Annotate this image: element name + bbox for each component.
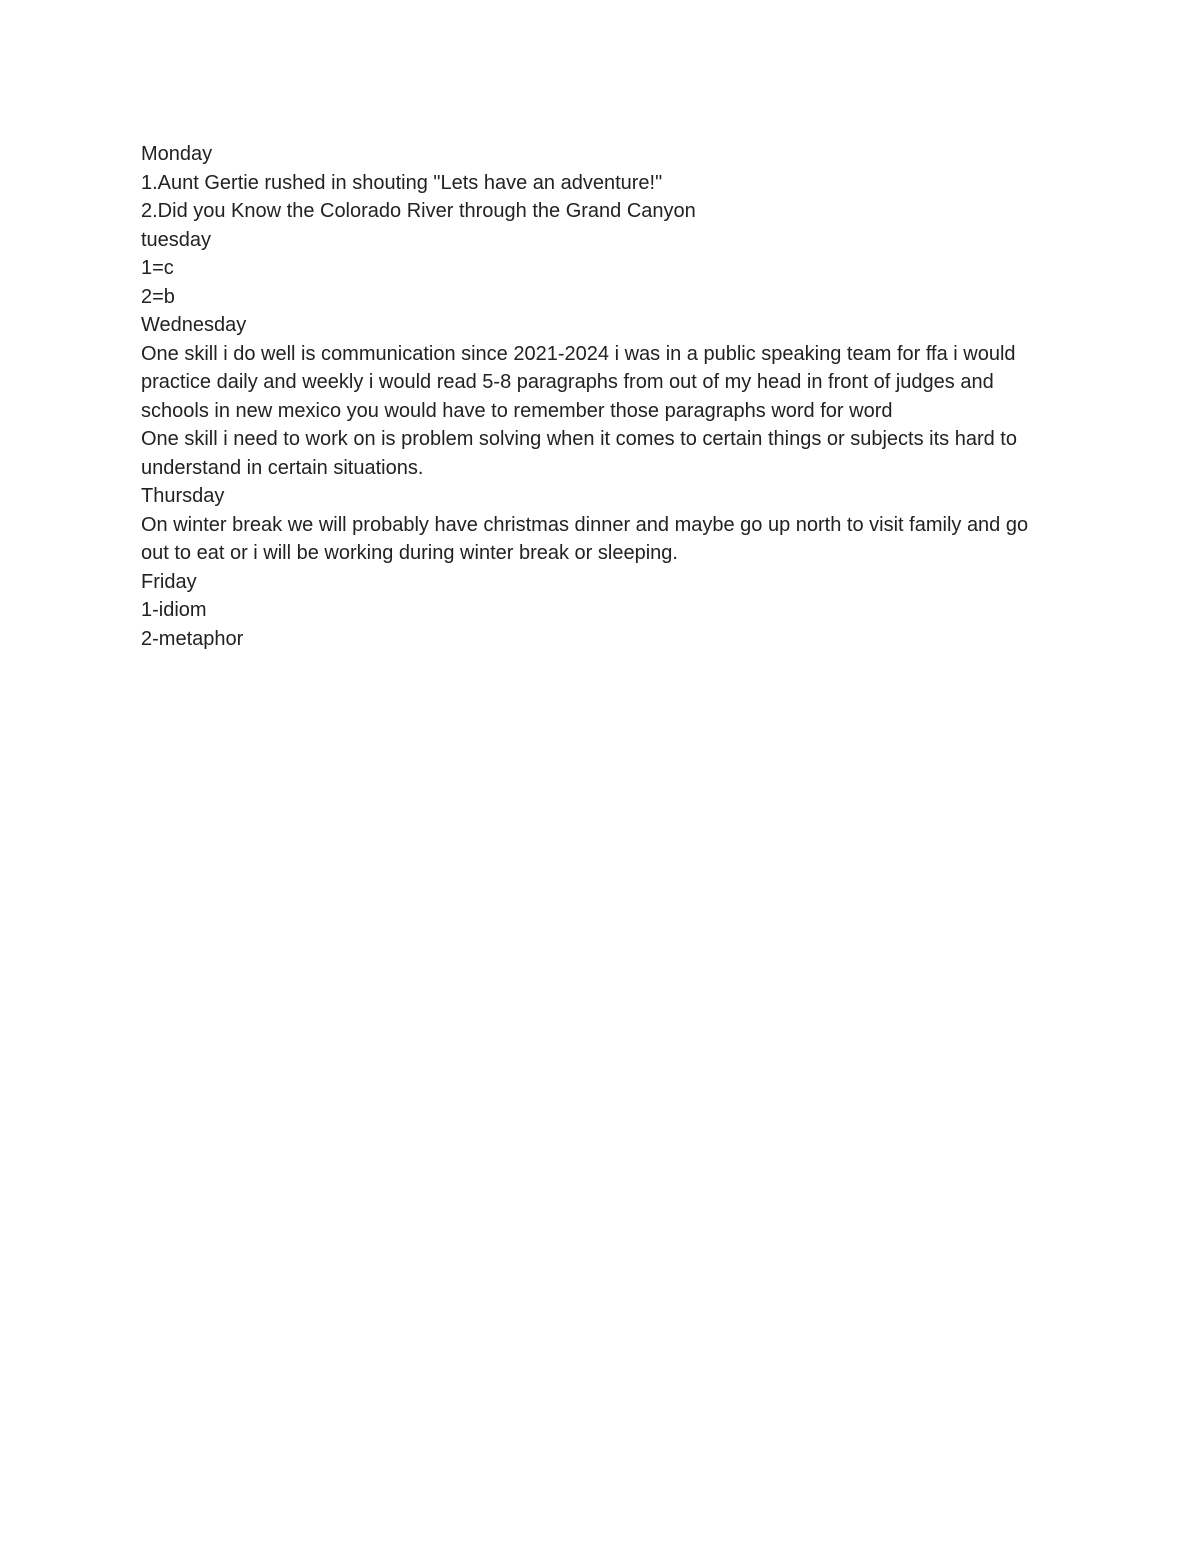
day-heading-thursday: Thursday — [141, 485, 225, 507]
day-heading-tuesday: tuesday — [141, 228, 212, 251]
day-heading-monday: Monday — [141, 143, 213, 165]
wednesday-paragraph-2: One skill i need to work on is problem solving when it comes to certain things or subjects its hard to understand in certain situations. — [141, 428, 1017, 479]
day-heading-friday: Friday — [141, 570, 197, 593]
monday-answer-2: 2.Did you Know the Colorado River through the Grand Canyon — [141, 200, 696, 222]
day-heading-wednesday: Wednesday — [141, 314, 247, 336]
document-body — [141, 140, 1041, 653]
thursday-paragraph: On winter break we will probably have christmas dinner and maybe go up north to visit family and go out to eat or i will be working during winter break or sleeping. — [141, 513, 1029, 564]
monday-answer-1: 1.Aunt Gertie rushed in shouting "Lets have an adventure!" — [141, 171, 663, 194]
wednesday-paragraph-1: One skill i do well is communication since 2021-2024 i was in a public speaking team for ffa i would practice daily and weekly i would read 5-8 paragraphs from out of my head in front of judges and schools in new mexico you would have to remember those paragraphs word for word — [141, 342, 1016, 422]
tuesday-answer-1: 1=c — [141, 257, 174, 279]
friday-answer-2: 2-metaphor — [141, 627, 244, 650]
tuesday-answer-2: 2=b — [141, 285, 175, 308]
friday-answer-1: 1-idiom — [141, 599, 207, 621]
